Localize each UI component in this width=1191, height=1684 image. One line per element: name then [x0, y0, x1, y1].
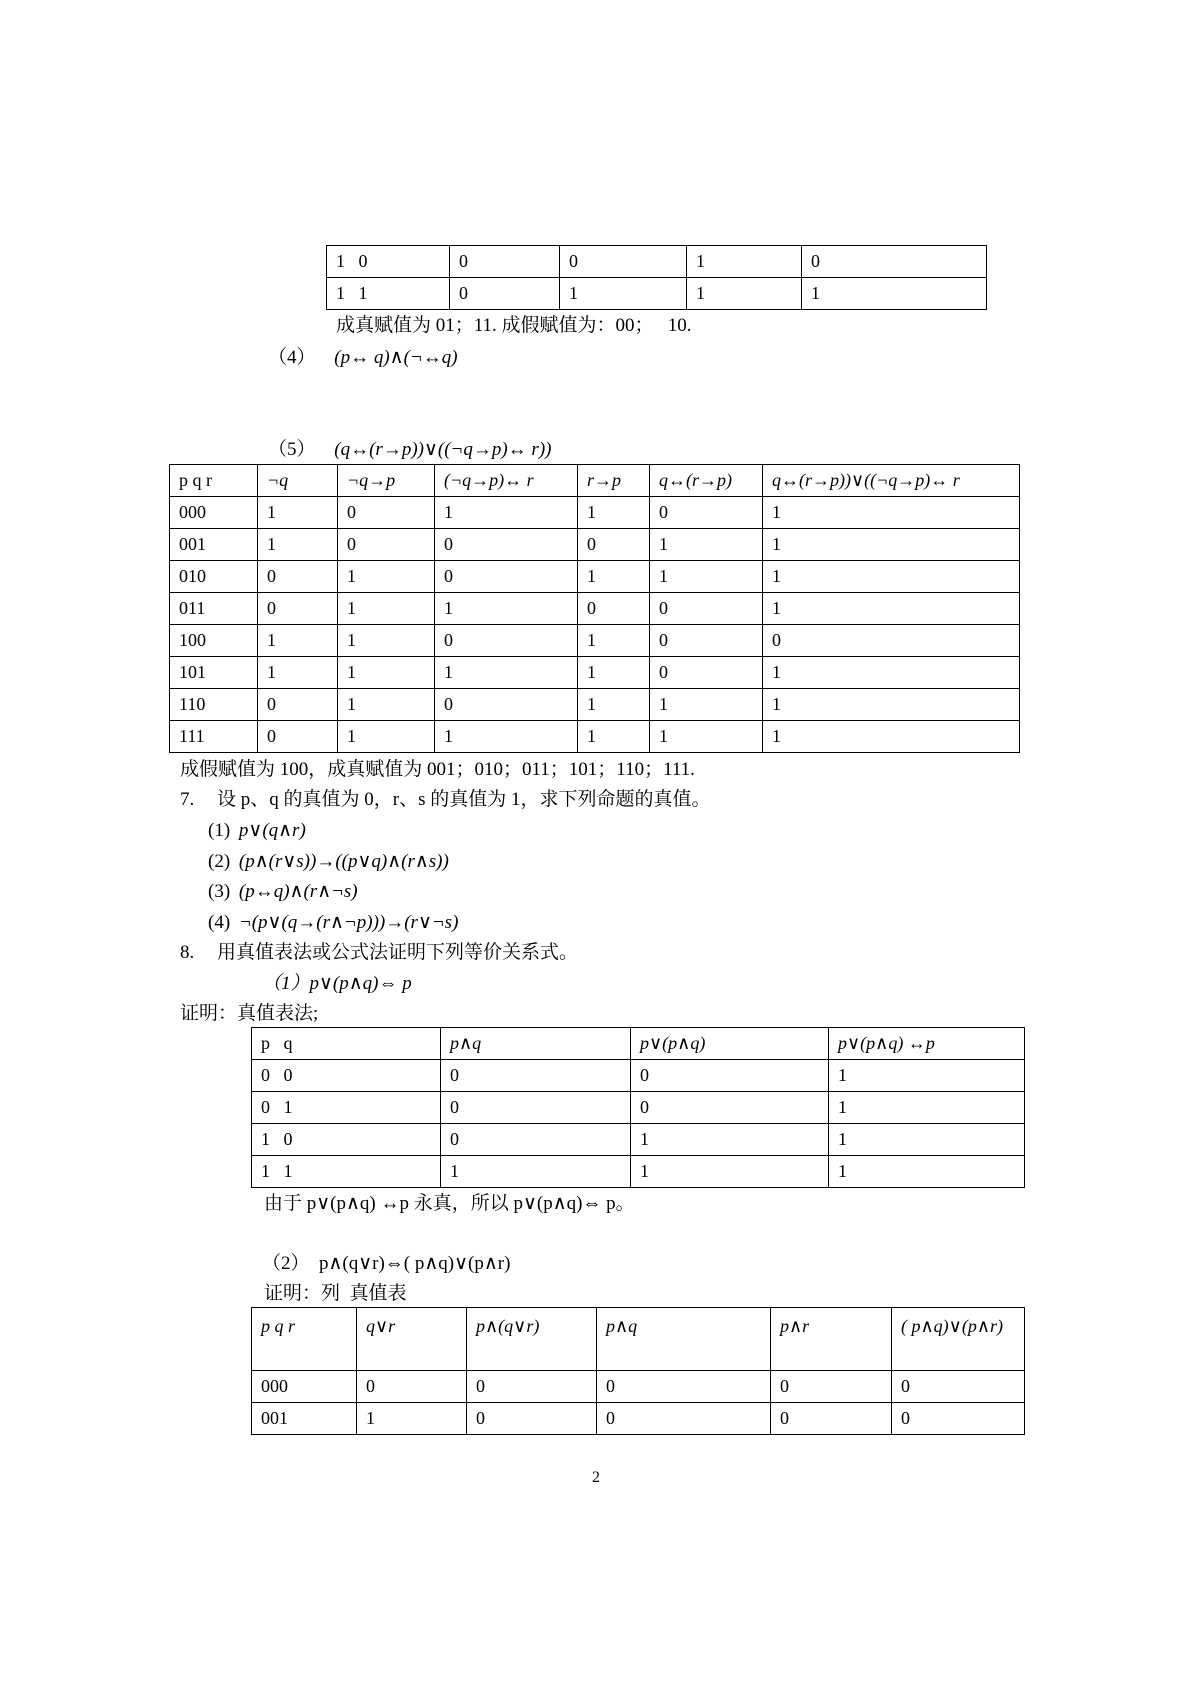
column-header: q↔(r→p)	[650, 465, 763, 497]
table-cell: 001	[252, 1403, 357, 1435]
table-cell: 1	[560, 278, 687, 310]
table-cell: 1	[258, 529, 338, 561]
table-cell: 1	[687, 246, 802, 278]
table-cell: 0	[258, 721, 338, 753]
table-cell: 1	[578, 721, 650, 753]
item-5-heading	[268, 440, 551, 459]
item-4-formula: (p↔ q)∧(¬↔q)	[334, 347, 458, 368]
table-cell: 0	[258, 689, 338, 721]
table-cell: 0	[597, 1403, 771, 1435]
item-5-formula: (q↔(r→p))∨((¬q→p)↔ r))	[334, 439, 552, 460]
table-cell: 1	[338, 593, 435, 625]
table-row	[252, 1371, 1025, 1403]
table-cell: 1	[578, 497, 650, 529]
table-cell: 1	[441, 1156, 631, 1188]
table-cell: 001	[170, 529, 258, 561]
table-cell: 1	[338, 625, 435, 657]
table-header-row	[252, 1028, 1025, 1060]
column-header: p q r	[170, 465, 258, 497]
table-cell: 1	[763, 689, 1020, 721]
question-8-sub-2: （2） p∧(q∨r)⇔( p∧q)∨(p∧r)	[262, 1253, 511, 1274]
truth-table-8-1	[251, 1027, 1025, 1188]
table-cell: 0	[258, 593, 338, 625]
table-cell: 1	[357, 1403, 467, 1435]
table-cell: 0	[338, 529, 435, 561]
table-cell: 1 0	[327, 246, 450, 278]
table-row	[327, 246, 987, 278]
item-5-label: （5）	[268, 439, 316, 460]
column-header: q↔(r→p))∨((¬q→p)↔ r	[763, 465, 1020, 497]
table-row	[170, 529, 1020, 561]
table-cell: 110	[170, 689, 258, 721]
table-row	[252, 1403, 1025, 1435]
column-header: p∨(p∧q) ↔p	[829, 1028, 1025, 1060]
table-cell: 1	[338, 657, 435, 689]
table-cell: 1	[578, 561, 650, 593]
proof-2-label: 证明：列 真值表	[264, 1283, 407, 1304]
table-cell: 0	[560, 246, 687, 278]
table-row	[252, 1060, 1025, 1092]
table-cell: 1	[631, 1156, 829, 1188]
column-header: p∧q	[597, 1308, 771, 1371]
table-cell: 0	[892, 1371, 1025, 1403]
table-cell: 010	[170, 561, 258, 593]
column-header: p q r	[252, 1308, 357, 1371]
table-cell: 0	[435, 625, 578, 657]
table-row	[252, 1156, 1025, 1188]
table-cell: 1	[687, 278, 802, 310]
table-cell: 0	[441, 1124, 631, 1156]
column-header: p∧r	[771, 1308, 892, 1371]
column-header: q∨r	[357, 1308, 467, 1371]
table-cell: 1	[258, 625, 338, 657]
question-7	[180, 790, 710, 809]
table-cell: 0	[650, 625, 763, 657]
table-header-row	[170, 465, 1020, 497]
question-8-sub-1: （1）p∨(p∧q)⇔ p	[262, 973, 412, 994]
table-cell: 0	[802, 246, 987, 278]
question-8-text: 用真值表法或公式法证明下列等价关系式。	[217, 942, 579, 963]
table-cell: 0	[441, 1060, 631, 1092]
question-7-item-1: (1) p∨(q∧r)	[208, 820, 306, 841]
table-cell: 0	[357, 1371, 467, 1403]
table-cell: 0	[650, 593, 763, 625]
table-cell: 011	[170, 593, 258, 625]
table-row	[170, 561, 1020, 593]
table-cell: 0	[450, 278, 560, 310]
table-cell: 0	[650, 657, 763, 689]
table-row	[170, 689, 1020, 721]
truth-table-3-tail	[326, 245, 987, 310]
table-cell: 0	[578, 529, 650, 561]
table-cell: 1 0	[252, 1124, 441, 1156]
truth-table-5	[169, 464, 1020, 753]
table-cell: 1	[829, 1124, 1025, 1156]
table-cell: 1	[435, 721, 578, 753]
table-cell: 1	[338, 721, 435, 753]
item-4-label: （4）	[268, 347, 316, 368]
table-cell: 1	[829, 1060, 1025, 1092]
page-number: 2	[592, 1469, 600, 1486]
table-cell: 1	[763, 721, 1020, 753]
column-header: ¬q	[258, 465, 338, 497]
table-cell: 1	[802, 278, 987, 310]
table-cell: 1	[650, 529, 763, 561]
column-header: r→p	[578, 465, 650, 497]
table-cell: 0	[631, 1060, 829, 1092]
table-row	[327, 278, 987, 310]
table-cell: 1	[258, 657, 338, 689]
table-cell: 1	[578, 625, 650, 657]
table-cell: 0	[467, 1371, 597, 1403]
table-cell: 0	[258, 561, 338, 593]
table-row	[252, 1124, 1025, 1156]
result-item-5: 成假赋值为 100，成真赋值为 001；010；011；101；110；111.	[180, 759, 695, 780]
table-cell: 1	[258, 497, 338, 529]
table-cell: 1	[763, 593, 1020, 625]
table-cell: 111	[170, 721, 258, 753]
table-row	[170, 497, 1020, 529]
table-cell: 0	[467, 1403, 597, 1435]
column-header: (¬q→p)↔ r	[435, 465, 578, 497]
table-cell: 0	[892, 1403, 1025, 1435]
table-header-row	[252, 1308, 1025, 1371]
table-cell: 1	[829, 1156, 1025, 1188]
table-cell: 1	[829, 1092, 1025, 1124]
table-cell: 0	[435, 529, 578, 561]
column-header: p q	[252, 1028, 441, 1060]
table-cell: 1	[435, 657, 578, 689]
table-cell: 1	[650, 689, 763, 721]
question-7-item-4: (4) ¬(p∨(q→(r∧¬p)))→(r∨¬s)	[208, 912, 459, 933]
table-cell: 0	[441, 1092, 631, 1124]
table-cell: 0	[771, 1371, 892, 1403]
table-cell: 000	[170, 497, 258, 529]
table-row	[252, 1092, 1025, 1124]
table-cell: 0	[338, 497, 435, 529]
table-cell: 1	[338, 561, 435, 593]
table-cell: 1	[763, 657, 1020, 689]
table-cell: 1	[435, 497, 578, 529]
table-cell: 0	[435, 561, 578, 593]
table-cell: 0	[578, 593, 650, 625]
table-cell: 1	[763, 561, 1020, 593]
table-cell: 0 0	[252, 1060, 441, 1092]
table-cell: 1	[650, 561, 763, 593]
table-cell: 1	[578, 657, 650, 689]
item-4-heading	[268, 348, 458, 367]
table-cell: 0	[597, 1371, 771, 1403]
table-cell: 0	[650, 497, 763, 529]
conclusion-8-1: 由于 p∨(p∧q) ↔p 永真，所以 p∨(p∧q)⇔ p。	[264, 1193, 635, 1214]
question-7-text: 设 p、q 的真值为 0，r、s 的真值为 1，求下列命题的真值。	[217, 789, 711, 810]
column-header: p∧(q∨r)	[467, 1308, 597, 1371]
question-7-number: 7.	[180, 789, 195, 810]
column-header: ( p∧q)∨(p∧r)	[892, 1308, 1025, 1371]
table-row	[170, 657, 1020, 689]
proof-1-label: 证明：真值表法;	[180, 1003, 319, 1024]
table-cell: 1	[650, 721, 763, 753]
table-cell: 0	[450, 246, 560, 278]
result-item-3: 成真赋值为 01；11. 成假赋值为：00； 10.	[336, 315, 692, 336]
table-row	[170, 593, 1020, 625]
table-row	[170, 721, 1020, 753]
table-cell: 0	[435, 689, 578, 721]
table-cell: 1	[763, 529, 1020, 561]
table-cell: 1	[631, 1124, 829, 1156]
table-cell: 0 1	[252, 1092, 441, 1124]
table-cell: 1 1	[252, 1156, 441, 1188]
table-cell: 1	[338, 689, 435, 721]
table-cell: 000	[252, 1371, 357, 1403]
question-8	[180, 943, 578, 962]
table-cell: 101	[170, 657, 258, 689]
table-cell: 1	[435, 593, 578, 625]
column-header: ¬q→p	[338, 465, 435, 497]
column-header: p∨(p∧q)	[631, 1028, 829, 1060]
table-cell: 0	[771, 1403, 892, 1435]
truth-table-8-2	[251, 1307, 1025, 1435]
table-cell: 0	[763, 625, 1020, 657]
question-8-number: 8.	[180, 942, 195, 963]
table-cell: 0	[631, 1092, 829, 1124]
table-cell: 100	[170, 625, 258, 657]
table-row	[170, 625, 1020, 657]
table-cell: 1	[763, 497, 1020, 529]
table-cell: 1 1	[327, 278, 450, 310]
column-header: p∧q	[441, 1028, 631, 1060]
question-7-item-3: (3) (p↔q)∧(r∧¬s)	[208, 881, 358, 902]
table-cell: 1	[578, 689, 650, 721]
question-7-item-2: (2) (p∧(r∨s))→((p∨q)∧(r∧s))	[208, 851, 449, 872]
